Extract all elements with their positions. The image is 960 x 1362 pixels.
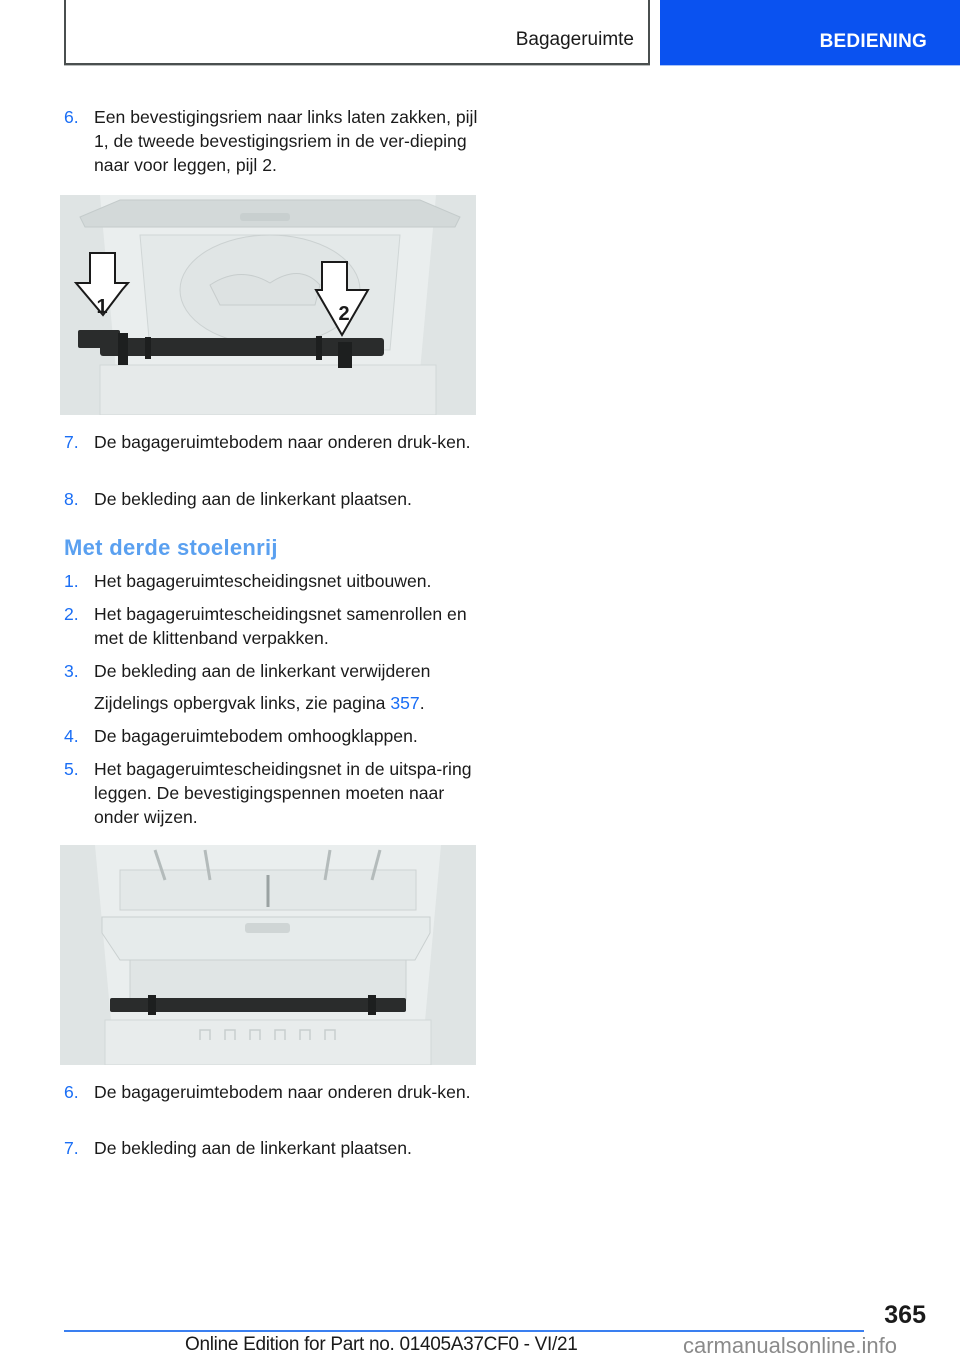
step-number: 1. — [64, 571, 79, 591]
step-number: 7. — [64, 432, 79, 452]
third-row-compartment-illustration — [60, 845, 476, 1065]
svg-text:2: 2 — [338, 303, 350, 325]
watermark: carmanualsonline.info — [683, 1333, 898, 1358]
list-item-step-1 — [64, 569, 478, 593]
list-item-step-4 — [64, 724, 478, 748]
crossref-line — [94, 691, 425, 715]
step-number: 2. — [64, 604, 79, 624]
step-text: De bekleding aan de linkerkant verwijderen — [94, 661, 431, 681]
step-number: 4. — [64, 726, 79, 746]
step-number: 8. — [64, 489, 79, 509]
step-number: 6. — [64, 1082, 79, 1102]
list-item-step-8 — [64, 487, 478, 511]
figure-luggage-third-row — [60, 845, 476, 1065]
page-number: 365 — [884, 1301, 926, 1329]
step-text: Het bagageruimtescheidingsnet in de uitspa-ring leggen. De bevestigingspennen moeten naar onder wijzen. — [94, 759, 472, 827]
svg-text:1: 1 — [96, 296, 108, 318]
luggage-compartment-illustration — [60, 195, 476, 415]
list-item-step-3 — [64, 659, 478, 683]
list-item-step-6b — [64, 1080, 478, 1104]
list-item-step-5 — [64, 757, 478, 829]
chapter-title: BEDIENING — [819, 31, 927, 52]
step-number: 3. — [64, 661, 79, 681]
step-text: De bekleding aan de linkerkant plaatsen. — [94, 1138, 412, 1158]
list-item-step-2 — [64, 602, 478, 650]
list-item-step-7b — [64, 1136, 478, 1160]
step-text: Het bagageruimtescheidingsnet samenrollen en met de klittenband verpakken. — [94, 604, 467, 648]
step-number: 6. — [64, 107, 79, 127]
list-item-step-7 — [64, 430, 478, 454]
step-number: 5. — [64, 759, 79, 779]
list-item-step-6 — [64, 105, 478, 177]
section-title: Bagageruimte — [515, 29, 634, 50]
footer-divider — [64, 1330, 864, 1332]
step-text: De bagageruimtebodem naar onderen druk-ken. — [94, 1082, 471, 1102]
step-number: 7. — [64, 1138, 79, 1158]
section-heading: Met derde stoelenrij — [64, 535, 278, 560]
step-text: De bekleding aan de linkerkant plaatsen. — [94, 489, 412, 509]
step-text: De bagageruimtebodem omhoogklappen. — [94, 726, 418, 746]
crossref-suffix: . — [419, 693, 425, 713]
page-link-357[interactable]: 357 — [390, 693, 420, 713]
step-text: Het bagageruimtescheidingsnet uitbouwen. — [94, 571, 432, 591]
edition-text: Online Edition for Part no. 01405A37CF0 - VI/21 — [185, 1334, 578, 1355]
crossref-text: Zijdelings opbergvak links, zie pagina — [94, 693, 391, 713]
header-chapter-tab — [660, 0, 960, 65]
step-text: Een bevestigingsriem naar links laten zakken, pijl 1, de tweede bevestigingsriem in de ver-dieping naar voor leggen, pijl 2. — [94, 107, 478, 175]
step-text: De bagageruimtebodem naar onderen druk-ken. — [94, 432, 471, 452]
figure-luggage-roller-arrows — [60, 195, 476, 415]
header-section-box — [64, 0, 650, 65]
